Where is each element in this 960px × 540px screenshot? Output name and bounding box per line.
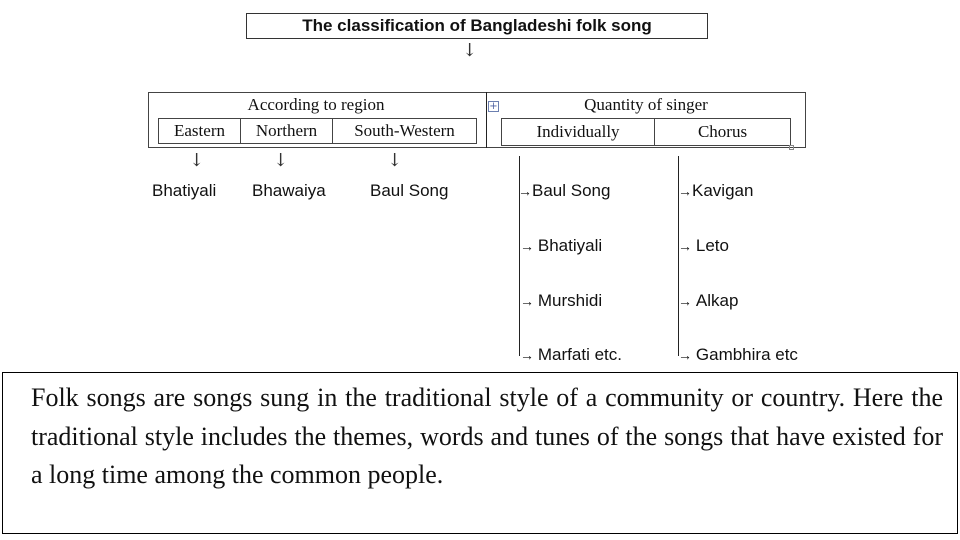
description-text: Folk songs are songs sung in the traditional style of a community or country. Here the traditional style includes the themes, words and tunes of the songs that have existed for a long time among the common people. [2, 372, 958, 534]
move-handle-icon[interactable]: + [489, 101, 498, 112]
right-arrow-icon: → [520, 347, 538, 363]
singer-column-chorus: Chorus [654, 118, 791, 146]
singer-header: Quantity of singer [584, 95, 708, 114]
right-arrow-icon: → [518, 183, 532, 199]
chorus-item: → Leto [678, 236, 729, 255]
frame-divider [486, 92, 487, 148]
region-column-south-western: South-Western [332, 118, 477, 144]
right-arrow-icon: → [678, 183, 692, 199]
right-arrow-icon: → [520, 238, 538, 254]
individually-item: → Murshidi [520, 291, 603, 310]
song-bhatiyali: Bhatiyali [152, 181, 217, 200]
chorus-item: → Gambhira etc [678, 345, 798, 364]
singer-column-individually: Individually [501, 118, 655, 146]
right-arrow-icon: → [678, 347, 696, 363]
down-arrow-icon: ↓ [387, 150, 403, 171]
right-arrow-icon: → [520, 293, 538, 309]
down-arrow-icon: ↓ [462, 40, 478, 61]
region-header: According to region [247, 95, 385, 114]
song-baul: Baul Song [370, 181, 449, 200]
chorus-item: →Kavigan [678, 181, 754, 200]
region-column-eastern: Eastern [158, 118, 241, 144]
diagram-title: The classification of Bangladeshi folk song [246, 13, 708, 39]
individually-item: →Baul Song [518, 181, 611, 200]
right-arrow-icon: → [678, 293, 696, 309]
down-arrow-icon: ↓ [189, 150, 205, 171]
song-bhawaiya: Bhawaiya [252, 181, 326, 200]
down-arrow-icon: ↓ [273, 150, 289, 171]
individually-item: → Marfati etc. [520, 345, 622, 364]
right-arrow-icon: → [678, 238, 696, 254]
chorus-item: → Alkap [678, 291, 739, 310]
individually-item: → Bhatiyali [520, 236, 603, 255]
resize-handle[interactable] [789, 145, 794, 150]
region-column-northern: Northern [240, 118, 333, 144]
